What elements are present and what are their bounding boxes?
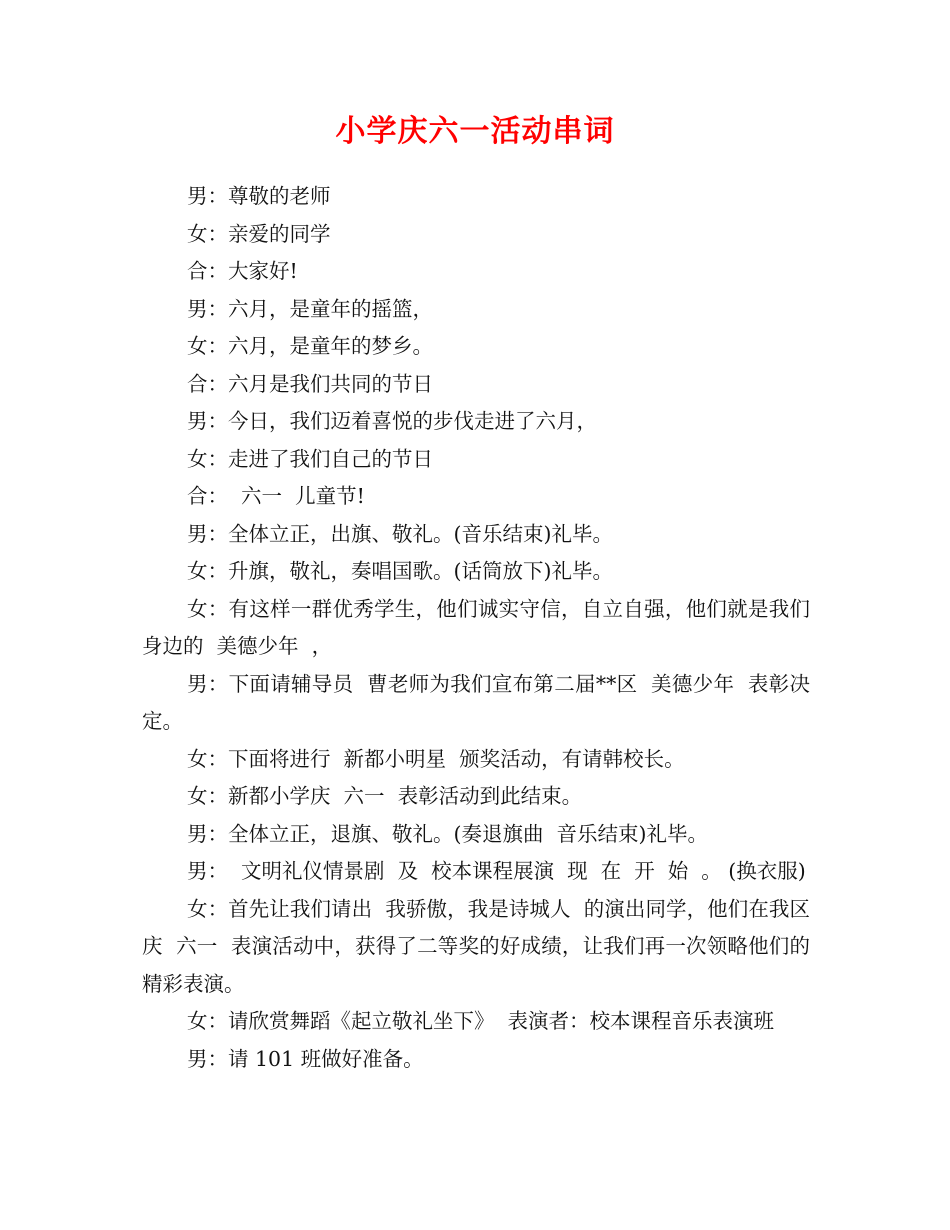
- paragraph: 女：请欣赏舞蹈《起立敬礼坐下》 表演者：校本课程音乐表演班: [187, 1009, 775, 1033]
- paragraph: 男：请 101 班做好准备。: [187, 1046, 424, 1071]
- paragraph: 合： 六一 儿童节!: [187, 484, 365, 508]
- paragraph: 男：全体立正，退旗、敬礼。(奏退旗曲 音乐结束)礼毕。: [187, 821, 709, 846]
- paragraph: 男：下面请辅导员 曹老师为我们宣布第二届**区 美德少年 表彰决定。: [142, 671, 810, 733]
- paragraph: 女：首先让我们请出 我骄傲，我是诗城人 的演出同学，他们在我区庆 六一 表演活动中，获得了二等奖的好成绩，让我们再一次领略他们的精彩表演。: [142, 896, 810, 996]
- paragraph: 男：今日，我们迈着喜悦的步伐走进了六月，: [187, 409, 597, 433]
- document-title: 小学庆六一活动串词: [335, 114, 615, 149]
- paragraph: 女：走进了我们自己的节日: [187, 446, 433, 471]
- paragraph: 女：六月，是童年的梦乡。: [187, 334, 433, 358]
- paragraph: 男： 文明礼仪情景剧 及 校本课程展演 现 在 开 始 。 (换衣服): [187, 859, 806, 883]
- paragraph: 女：有这样一群优秀学生，他们诚实守信，自立自强，他们就是我们身边的 美德少年 ，: [142, 596, 810, 658]
- paragraph: 女：亲爱的同学: [187, 221, 331, 246]
- paragraph: 女：新都小学庆 六一 表彰活动到此结束。: [187, 784, 583, 808]
- paragraph: 男：尊敬的老师: [187, 184, 331, 208]
- paragraph: 女：下面将进行 新都小明星 颁奖活动，有请韩校长。: [187, 746, 685, 771]
- paragraph: 男：全体立正，出旗、敬礼。(音乐结束)礼毕。: [187, 521, 613, 546]
- paragraph: 合：大家好!: [187, 259, 298, 283]
- document-body: [142, 178, 810, 1078]
- paragraph: 合：六月是我们共同的节日: [187, 371, 433, 396]
- paragraph: 女：升旗，敬礼，奏唱国歌。(话筒放下)礼毕。: [187, 559, 613, 583]
- paragraph: 男：六月，是童年的摇篮，: [187, 296, 433, 321]
